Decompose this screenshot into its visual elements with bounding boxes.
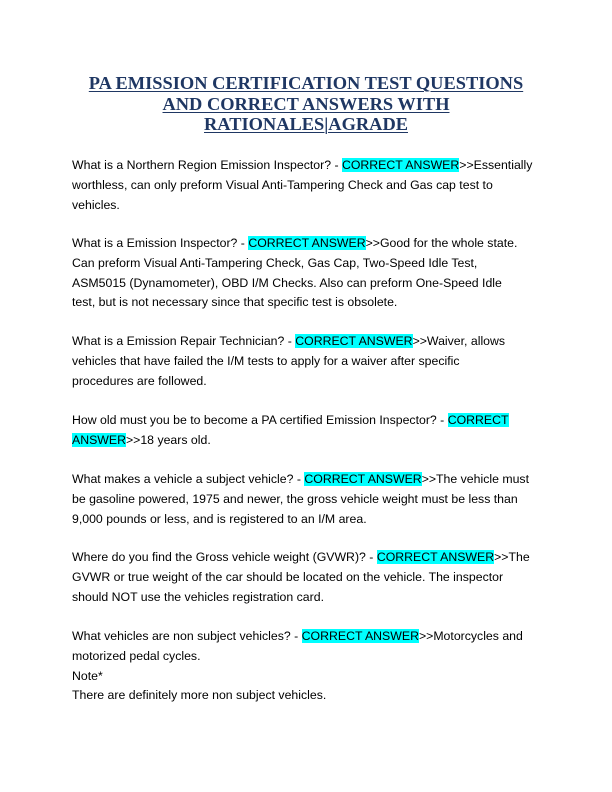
answer-2-line-3: ASM5015 (Dynamometer), OBD I/M Checks. Also can preform One-Speed Idle <box>72 275 502 290</box>
answer-6-line-3: should NOT use the vehicles registration card. <box>72 589 324 604</box>
answer-5-line-2: be gasoline powered, 1975 and newer, the gross vehicle weight must be less than <box>72 491 518 506</box>
answer-7-line-1: >>Motorcycles and <box>418 629 523 643</box>
qa-item-7 <box>72 627 542 706</box>
note-label: Note* <box>72 668 103 683</box>
answer-2-line-1: >>Good for the whole state. <box>365 236 518 250</box>
document-title <box>72 73 540 135</box>
answer-6-line-2: GVWR or true weight of the car should be located on the vehicle. The inspector <box>72 569 504 584</box>
answer-2-line-4: test, but is not necessary since that specific test is obsolete. <box>72 295 398 310</box>
question-1: What is a Northern Region Emission Inspector? - <box>72 158 342 172</box>
title-line-1: PA EMISSION CERTIFICATION TEST QUESTIONS <box>88 73 524 93</box>
answer-1-line-1: >>Essentially <box>459 158 533 172</box>
note-text: There are definitely more non subject vehicles. <box>72 688 327 703</box>
answer-marker-3: CORRECT ANSWER <box>295 334 413 348</box>
answer-marker-4a: CORRECT <box>447 413 509 427</box>
qa-item-5 <box>72 470 542 529</box>
answer-5-line-1: >>The vehicle must <box>421 472 529 486</box>
question-5: What makes a vehicle a subject vehicle? - <box>72 472 305 486</box>
answer-marker-6: CORRECT ANSWER <box>376 550 495 564</box>
answer-7-line-2: motorized pedal cycles. <box>72 648 201 663</box>
title-line-3: RATIONALES|AGRADE <box>204 114 408 134</box>
answer-3-line-3: procedures are followed. <box>72 373 207 388</box>
answer-1-line-3: vehicles. <box>72 197 120 212</box>
answer-marker-7: CORRECT ANSWER <box>301 629 419 643</box>
question-4: How old must you be to become a PA certified Emission Inspector? - <box>72 413 448 427</box>
answer-marker-1: CORRECT ANSWER <box>341 158 460 172</box>
answer-marker-5: CORRECT ANSWER <box>304 472 422 486</box>
qa-item-2 <box>72 234 542 313</box>
answer-2-line-2: Can preform Visual Anti-Tampering Check, Gas Cap, Two-Speed Idle Test, <box>72 255 478 270</box>
title-line-2: AND CORRECT ANSWERS WITH <box>162 93 450 114</box>
question-2: What is a Emission Inspector? - <box>72 236 249 250</box>
answer-5-line-3: 9,000 pounds or less, and is registered to an I/M area. <box>72 511 367 526</box>
answer-3-line-2: vehicles that have failed the I/M tests to apply for a waiver after specific <box>72 353 460 368</box>
answer-3-line-1: >>Waiver, allows <box>412 334 506 348</box>
question-6: Where do you find the Gross vehicle weight (GVWR)? - <box>72 550 377 564</box>
qa-item-1 <box>72 156 542 215</box>
answer-4-line-1: >>18 years old. <box>125 432 211 447</box>
answer-marker-4b: ANSWER <box>72 432 126 447</box>
qa-item-4 <box>72 411 542 451</box>
answer-6-line-1: >>The <box>494 550 530 564</box>
question-3: What is a Emission Repair Technician? - <box>72 334 296 348</box>
qa-item-6 <box>72 548 542 607</box>
answer-marker-2: CORRECT ANSWER <box>248 236 366 250</box>
answer-1-line-2: worthless, can only preform Visual Anti-Tampering Check and Gas cap test to <box>72 177 493 192</box>
question-7: What vehicles are non subject vehicles? - <box>72 629 302 643</box>
qa-item-3 <box>72 332 542 391</box>
